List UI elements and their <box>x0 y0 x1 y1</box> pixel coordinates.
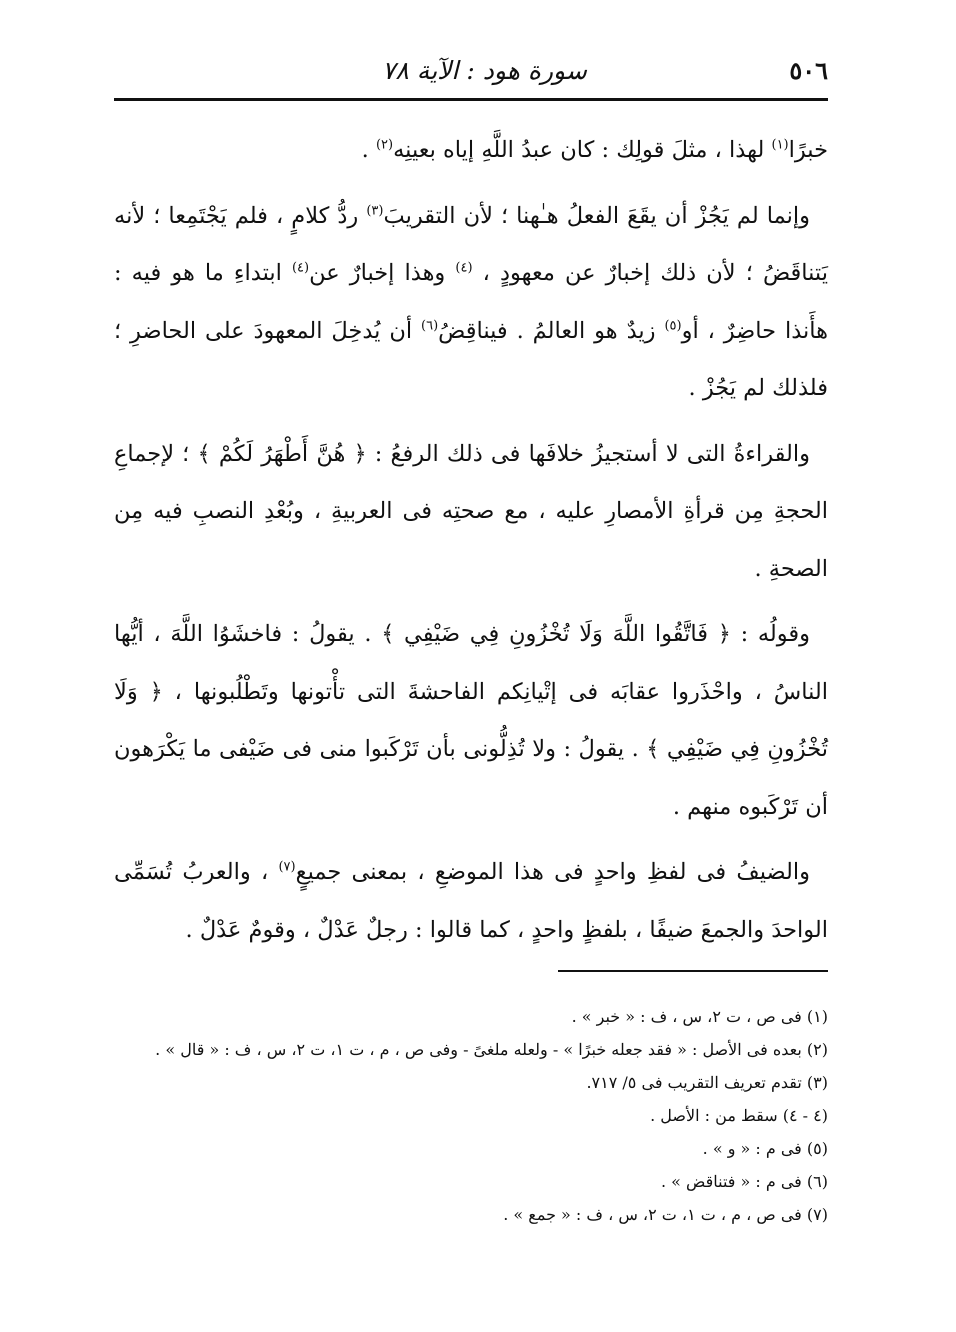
paragraph <box>114 426 828 599</box>
footnote-reference: (٤) <box>291 260 310 276</box>
page-number: ٥٠٦ <box>789 56 828 85</box>
footnote-item: (٢) بعده فى الأصل : « فقد جعله خبرًا » - ولعله ملغىً - وفى ص ، م ، ت ١، ت ٢، س ، ف : « قال » . <box>155 1040 828 1059</box>
text-segment: وهذا إخبارٌ عن <box>309 260 456 286</box>
text-segment: ، والعربُ تُسَمِّى الواحدَ والجمعَ ضيفًا ، بلفظٍ واحدٍ ، كما قالوا : رجلٌ عَدْلٌ ، وقومٌ عَدْلٌ . <box>114 859 828 943</box>
running-title: سورة هود : الآية ٧٨ <box>382 56 587 85</box>
text-segment: زيدٌ هو العالمُ . فيناقِضُ <box>438 317 665 344</box>
footnote-item: (٥) فى م : « و » . <box>702 1139 828 1158</box>
text-segment: والقراءةُ التى لا أستجيزُ خلافَها فى ذلك الرفعُ : ﴿ هُنَّ أَطْهَرُ لَكُمْ ﴾ ؛ لإجماعِ الحجةِ مِن قرأةِ الأمصارِ عليه ، مع صحتِه فى العربيةِ ، وبُعْدِ النصبِ فيه مِن الصحةِ . <box>114 440 828 582</box>
footnote-reference: (٦) <box>421 318 439 333</box>
footnote-reference: (٣) <box>366 203 384 218</box>
footnote-reference: (٢) <box>375 137 394 153</box>
text-segment: وإنما لم يَجُزْ أن يقَعَ الفعلُ هـٰهنا ؛ لأن التقريبَ <box>383 202 810 229</box>
footnote-item: (٣) تقدم تعريف التقريب فى ٥/ ٧١٧. <box>586 1073 828 1092</box>
text-segment: لهذا ، مثلَ قولِك : كان عبدُ اللَّهِ إياه بعينِه <box>393 137 772 163</box>
footnote-item: (٧) فى ص ، م ، ت ١، ت ٢، س ، ف : « جمع » . <box>503 1205 828 1224</box>
text-segment: خبرًا <box>788 137 828 163</box>
footnote-reference: (٤) <box>455 260 473 276</box>
paragraph <box>114 122 828 180</box>
text-segment: ردُّ كلامٍ ، فلم يَجْتَمِعا ؛ لأنه يَتناقَضُ ؛ لأن ذلك إخبارٌ عن معهودٍ ، <box>114 202 828 286</box>
text-segment: ابتداءِ ما هو فيه : هأَنذا حاضِرٌ ، أو <box>114 260 829 344</box>
paragraph <box>114 188 828 418</box>
footnote-reference: (٧) <box>278 859 296 875</box>
footnote-separator <box>558 970 828 972</box>
text-segment: وقولُه : ﴿ فَاتَّقُوا اللَّهَ وَلَا تُخْزُونِ فِي ضَيْفِي ﴾ . يقولُ : فاخشَوُا اللَّهَ ، أيُّها الناسُ ، واحْذَروا عقابَه فى إتْيانِكم الفاحشةَ التى تأْتونها وتَطْلُبونها ، ﴿ وَلَا تُخْزُونِ فِي ضَيْفِي ﴾ . يقولُ : ولا تُذِلُّونى بأن تَرْكَبوا منى فى ضَيْفى ما يَكْرَهون أن تَرْكَبوه منهم . <box>114 621 828 820</box>
main-text <box>114 122 828 967</box>
footnote-reference: (٥) <box>664 318 682 333</box>
footnote-reference: (١) <box>771 137 789 153</box>
footnotes <box>114 1000 828 1231</box>
footnote-item: (١) فى ص ، ت ٢، س ، ف : « خبر » . <box>571 1007 828 1026</box>
text-segment: . <box>361 137 376 163</box>
paragraph <box>114 606 828 836</box>
page-header <box>114 50 828 94</box>
header-rule <box>114 98 828 101</box>
text-segment: والضيفُ فى لفظِ واحدٍ فى هذا الموضعِ ، بمعنى جميعٍ <box>295 859 810 885</box>
footnote-item: (٦) فى م : « فتناقض » . <box>660 1172 828 1191</box>
text-segment: أن يُدخِلَ المعهودَ على الحاضرِ ؛ فلذلك لم يَجُزْ . <box>114 317 828 401</box>
paragraph <box>114 844 828 959</box>
footnote-item: (٤ - ٤) سقط من : الأصل . <box>650 1106 828 1125</box>
